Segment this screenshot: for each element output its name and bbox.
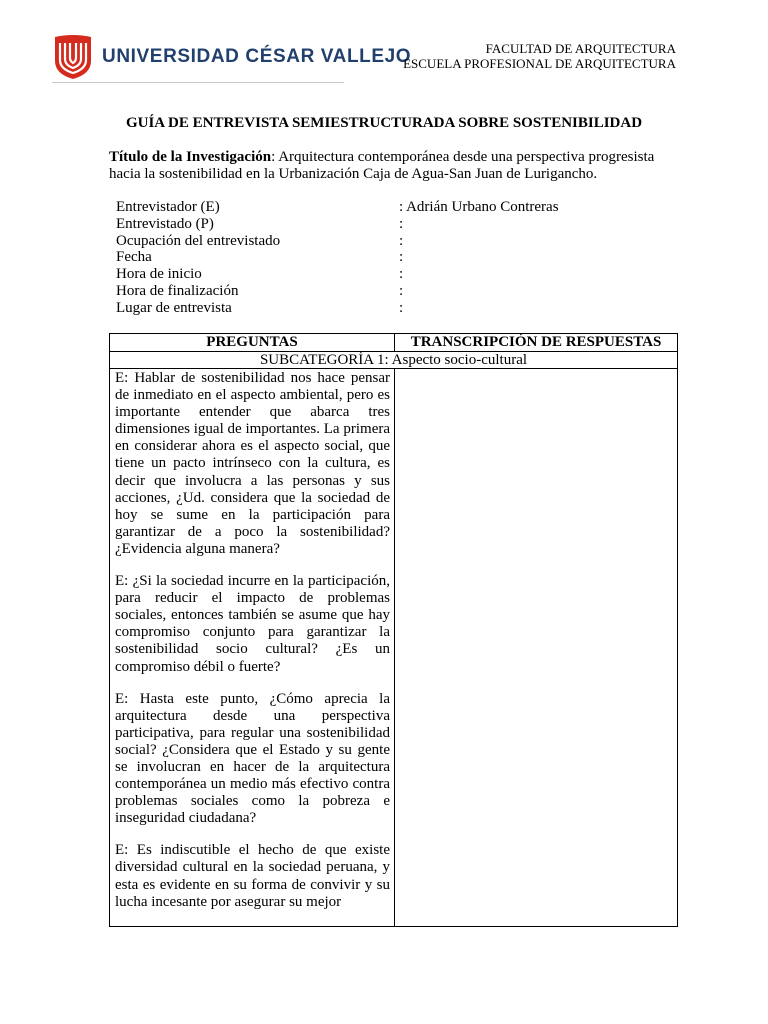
info-label: Hora de inicio	[116, 266, 202, 283]
info-label: Ocupación del entrevistado	[116, 232, 281, 249]
interview-info	[116, 199, 676, 317]
info-label: Entrevistador (E)	[116, 199, 220, 215]
faculty-header	[403, 41, 676, 71]
table-header-row	[110, 334, 678, 352]
faculty-name: FACULTAD DE ARQUITECTURA	[485, 41, 676, 56]
research-title-text: : Arquitectura contemporánea desde una perspectiva progresista hacia la sostenibilidad en la Urbanización Caja de Agua-San Juan de Lurigancho.	[109, 149, 655, 182]
header-divider	[52, 82, 344, 83]
question-item: E: Es indiscutible el hecho de que existe diversidad cultural en la sociedad peruana, y esta es evidente en su forma de convivir y su lucha incesante por asegurar su mejor	[115, 842, 390, 910]
question-item: E: Hablar de sostenibilidad nos hace pensar de inmediato en el aspecto ambiental, pero es importante entender que abarca tres dimensiones igual de importantes. La primera en considerar ahora es el aspecto social, que tiene un pacto intrínseco con la cultura, es decir que involucra a las personas y sus acciones, ¿Ud. considera que la sociedad de hoy se sume en la participación para garantizar de a poco la sostenibilidad? ¿Evidencia alguna manera?	[115, 370, 390, 557]
info-row	[116, 249, 676, 266]
answers-cell[interactable]	[395, 369, 678, 927]
info-value: : Adrián Urbano Contreras	[399, 199, 559, 215]
info-label: Hora de finalización	[116, 282, 239, 299]
school-name: ESCUELA PROFESIONAL DE ARQUITECTURA	[403, 56, 676, 71]
interview-table	[109, 333, 678, 927]
research-title-block	[109, 149, 679, 183]
info-value: :	[399, 232, 404, 249]
ucv-shield-logo-icon	[52, 34, 94, 80]
questions-cell	[110, 369, 395, 927]
info-row	[116, 300, 676, 317]
info-label: Entrevistado (P)	[116, 215, 214, 232]
info-label: Lugar de entrevista	[116, 299, 232, 316]
info-row	[116, 283, 676, 300]
answers-header: TRANSCRIPCIÓN DE RESPUESTAS	[395, 334, 678, 352]
university-name: UNIVERSIDAD CÉSAR VALLEJO	[102, 46, 412, 67]
info-label: Fecha	[116, 249, 152, 266]
questions-header: PREGUNTAS	[110, 334, 395, 352]
info-row	[116, 266, 676, 283]
info-value: :	[399, 215, 404, 232]
research-title-label: Título de la Investigación	[109, 149, 272, 165]
info-row	[116, 216, 676, 233]
question-item: E: ¿Si la sociedad incurre en la participación, para reducir el impacto de problemas sociales, entonces también se asume que hay compromiso conjunto para garantizar la sostenibilidad socio cultural? ¿Es un compromiso débil o fuerte?	[115, 573, 390, 675]
info-row	[116, 233, 676, 250]
table-row	[110, 369, 678, 927]
info-row	[116, 199, 676, 216]
info-value: :	[399, 266, 404, 283]
info-value: :	[399, 299, 404, 316]
university-logo	[52, 34, 411, 80]
document-title: GUÍA DE ENTREVISTA SEMIESTRUCTURADA SOBRE SOSTENIBILIDAD	[125, 115, 643, 131]
subcategory-label: SUBCATEGORÍA 1: Aspecto socio-cultural	[110, 352, 678, 369]
subcategory-row	[110, 352, 678, 369]
info-value: :	[399, 282, 404, 299]
question-item: E: Hasta este punto, ¿Cómo aprecia la arquitectura desde una perspectiva participativa, para regular una sostenibilidad social? ¿Considera que el Estado y su gente se involucran en hacer de la arquitectura contemporánea un medio más efectivo contra problemas sociales como la pobreza e inseguridad ciudadana?	[115, 690, 390, 827]
info-value: :	[399, 249, 404, 266]
